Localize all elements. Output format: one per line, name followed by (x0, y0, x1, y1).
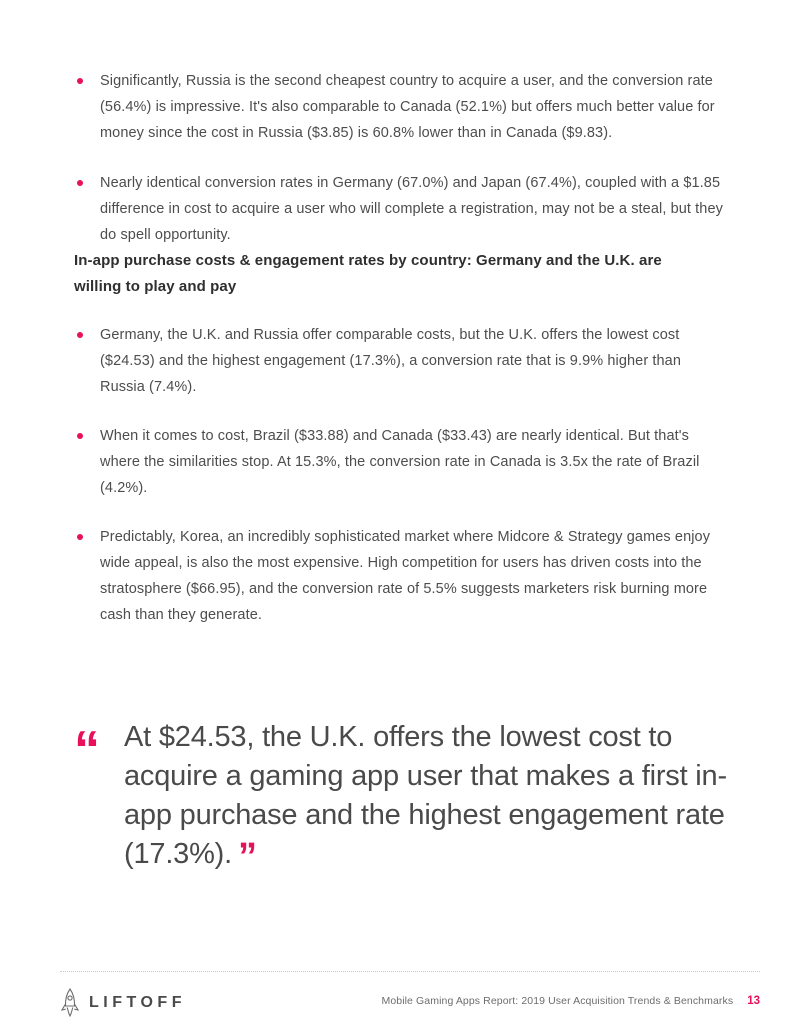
logo-text: LIFTOFF (89, 994, 186, 1011)
footer-divider (60, 971, 760, 972)
page-number: 13 (747, 995, 760, 1007)
footer-right (381, 995, 760, 1007)
quote-close-icon: ” (238, 836, 257, 878)
bullet-dot-icon (77, 534, 83, 540)
rocket-icon (60, 988, 80, 1018)
list-item (74, 322, 726, 400)
list-item (74, 170, 726, 248)
list-item (74, 423, 726, 501)
pull-quote-text: At $24.53, the U.K. offers the lowest cost to acquire a gaming app user that makes a first in-app purchase and the highest engagement rate (17.3%). (124, 721, 727, 870)
list-item (74, 68, 726, 146)
bullet-text: Germany, the U.K. and Russia offer comparable costs, but the U.K. offers the lowest cost ($24.53) and the highest engagement (17.3%), a conversion rate that is 9.9% higher than Russia (7.4%). (100, 327, 682, 395)
bullet-dot-icon (77, 332, 83, 338)
bullet-text: When it comes to cost, Brazil ($33.88) and Canada ($33.43) are nearly identical. But that's where the similarities stop. At 15.3%, the conversion rate in Canada is 3.5x the rate of Brazil (4.2%). (100, 428, 700, 496)
bullet-list-bottom (74, 322, 726, 628)
pull-quote (74, 718, 734, 878)
quote-open-icon: “ (74, 721, 100, 779)
bullet-dot-icon (77, 78, 83, 84)
liftoff-logo (60, 988, 186, 1018)
bullet-dot-icon (77, 433, 83, 439)
bullet-text: Predictably, Korea, an incredibly sophisticated market where Midcore & Strategy games enjoy wide appeal, is also the most expensive. High competition for users has driven costs into the stratosphere ($66.95), and the conversion rate of 5.5% suggests marketers risk burning more cash than they generate. (100, 529, 711, 623)
bullet-text: Nearly identical conversion rates in Germany (67.0%) and Japan (67.4%), coupled with a $1.85 difference in cost to acquire a user who will complete a registration, may not be a steal, but they do spell opportunity. (100, 175, 723, 243)
footer-note: Mobile Gaming Apps Report: 2019 User Acquisition Trends & Benchmarks (381, 995, 734, 1007)
pull-quote-text-wrap (124, 718, 734, 878)
section-heading: In-app purchase costs & engagement rates by country: Germany and the U.K. are willing to play and pay (74, 252, 662, 295)
document-content (74, 68, 726, 651)
bullet-text: Significantly, Russia is the second cheapest country to acquire a user, and the conversion rate (56.4%) is impressive. It's also comparable to Canada (52.1%) but offers much better value for money since the cost in Russia ($3.85) is 60.8% lower than in Canada ($9.83). (100, 73, 715, 141)
list-item (74, 524, 726, 628)
page-footer (60, 988, 760, 1022)
bullet-dot-icon (77, 180, 83, 186)
bullet-list-top (74, 68, 726, 248)
